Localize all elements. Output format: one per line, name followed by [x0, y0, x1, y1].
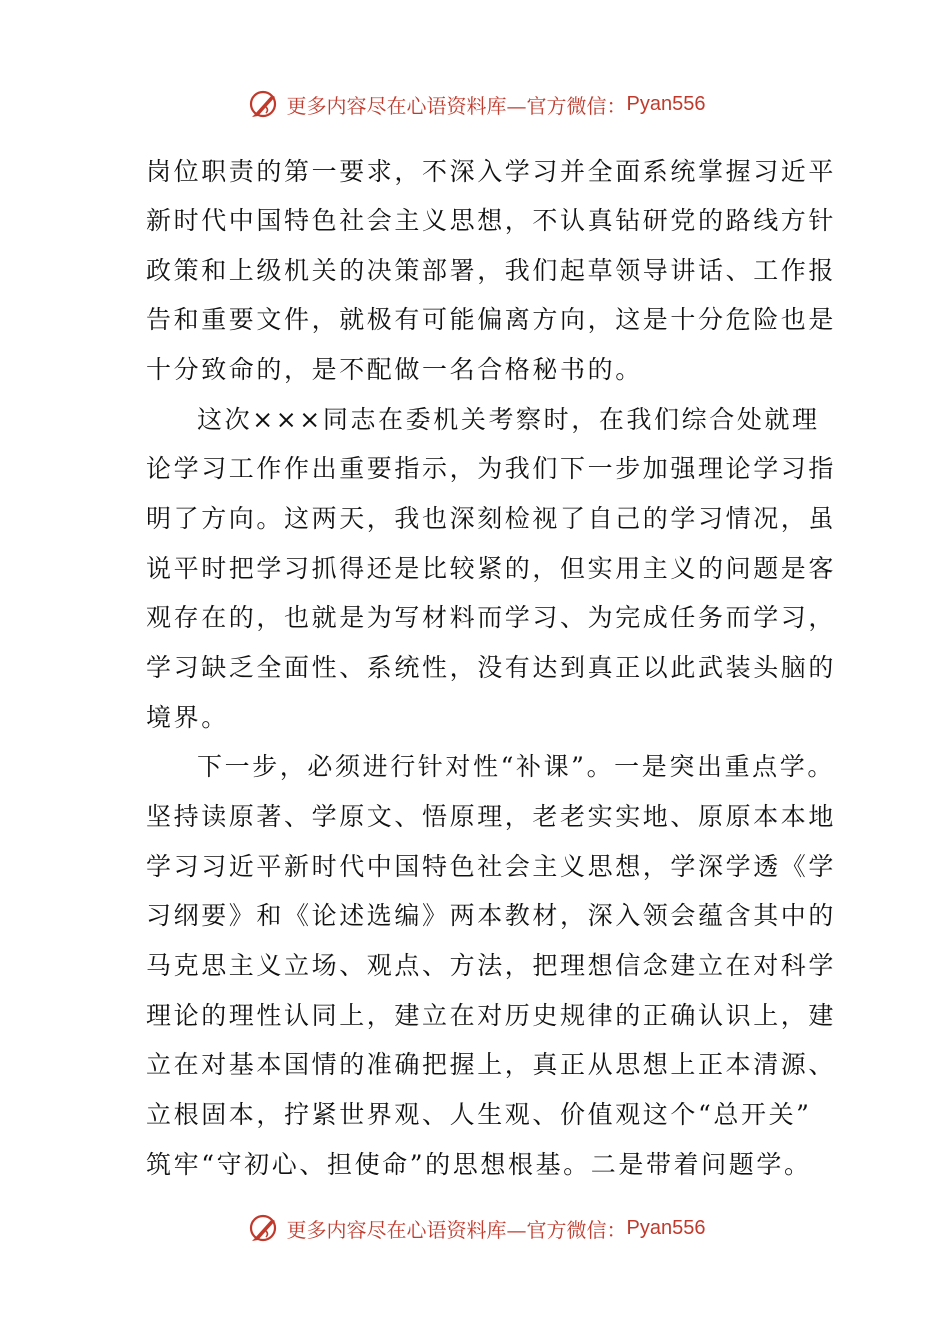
- paragraph-3-line-2: 坚持读原著、学原文、悟原理，老老实实地、原原本本地: [146, 802, 837, 831]
- paragraph-2-line-7: 境界。: [146, 703, 229, 732]
- paragraph-2-line-4: 说平时把学习抓得还是比较紧的，但实用主义的问题是客: [146, 554, 837, 583]
- paragraph-2-line-1: 这次×××同志在委机关考察时，在我们综合处就理: [197, 405, 820, 434]
- paragraph-3-line-5: 马克思主义立场、观点、方法，把理想信念建立在对科学: [146, 951, 837, 980]
- paragraph-1-line-1: 岗位职责的第一要求，不深入学习并全面系统掌握习近平: [146, 157, 837, 186]
- paragraph-1-line-2: 新时代中国特色社会主义思想，不认真钻研党的路线方针: [146, 206, 837, 235]
- watermark-contact-id: Pyan556: [626, 1216, 706, 1239]
- paragraph-3-line-1: 下一步，必须进行针对性“补课”。一是突出重点学。: [197, 752, 835, 781]
- paragraph-3-line-8: 立根固本，拧紧世界观、人生观、价值观这个“总开关”: [146, 1100, 812, 1129]
- pen-circle-logo-icon: [245, 1210, 281, 1246]
- paragraph-3-line-6: 理论的理性认同上，建立在对历史规律的正确认识上，建: [146, 1001, 837, 1030]
- paragraph-2-line-2: 论学习工作作出重要指示，为我们下一步加强理论学习指: [146, 454, 837, 483]
- paragraph-3-line-3: 学习习近平新时代中国特色社会主义思想，学深学透《学: [146, 852, 837, 881]
- paragraph-2-line-3: 明了方向。这两天，我也深刻检视了自己的学习情况，虽: [146, 504, 837, 533]
- paragraph-2-line-5: 观存在的，也就是为写材料而学习、为完成任务而学习，: [146, 603, 837, 632]
- watermark-contact-id: Pyan556: [626, 92, 706, 115]
- paragraph-3-line-4: 习纲要》和《论述选编》两本教材，深入领会蕴含其中的: [146, 901, 837, 930]
- paragraph-3-line-9: 筑牢“守初心、担使命”的思想根基。二是带着问题学。: [146, 1150, 812, 1179]
- paragraph-1-line-5: 十分致命的，是不配做一名合格秘书的。: [146, 355, 643, 384]
- paragraph-3-line-7: 立在对基本国情的准确把握上，真正从思想上正本清源、: [146, 1050, 837, 1079]
- paragraph-1-line-3: 政策和上级机关的决策部署，我们起草领导讲话、工作报: [146, 256, 837, 285]
- watermark-brand-text: 更多内容尽在心语资料库—官方微信：: [286, 93, 627, 118]
- watermark-brand-text: 更多内容尽在心语资料库—官方微信：: [286, 1217, 627, 1242]
- paragraph-1-line-4: 告和重要文件，就极有可能偏离方向，这是十分危险也是: [146, 305, 837, 334]
- watermark-banner-bottom: [0, 1208, 950, 1248]
- paragraph-2-line-6: 学习缺乏全面性、系统性，没有达到真正以此武装头脑的: [146, 653, 837, 682]
